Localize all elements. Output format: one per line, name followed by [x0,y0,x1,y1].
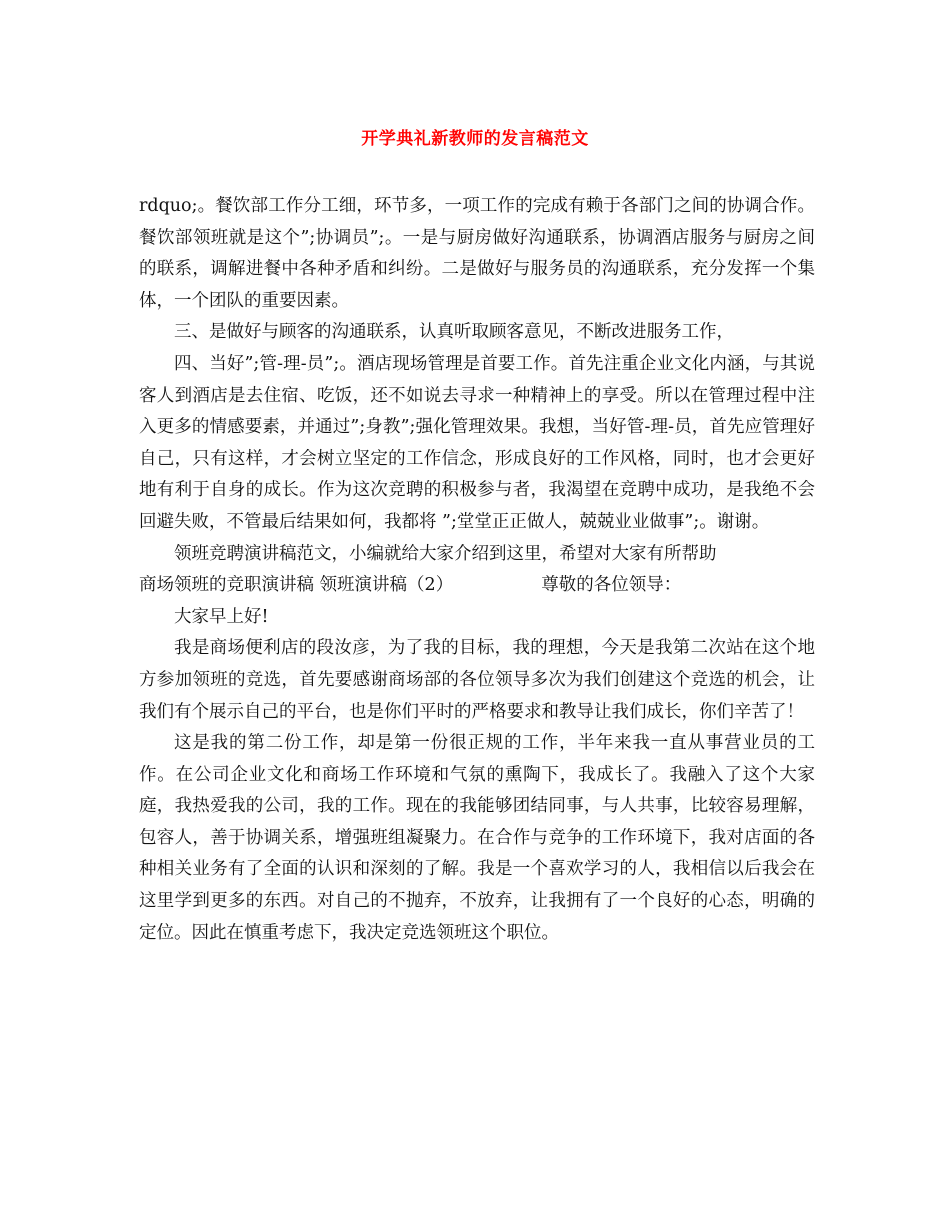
document-body [139,191,815,949]
paragraph: 四、当好”;管-理-员”;。酒店现场管理是首要工作。首先注重企业文化内涵，与其说客人到酒店是去住宿、吃饭，还不如说去寻求一种精神上的享受。所以在管理过程中注入更多的情感要素，并通过”;身教”;强化管理效果。我想，当好管-理-员，首先应管理好自己，只有这样，才会树立坚定的工作信念，形成良好的工作风格，同时，也才会更好地有利于自身的成长。作为这次竞聘的积极参与者，我渴望在竞聘中成功，是我绝不会回避失败，不管最后结果如何，我都将 ”;堂堂正正做人，兢兢业业做事”;。谢谢。 [139,353,815,532]
paragraph: rdquo;。餐饮部工作分工细，环节多，一项工作的完成有赖于各部门之间的协调合作。 餐饮部领班就是这个”;协调员”;。一是与厨房做好沟通联系，协调酒店服务与厨房之间的联系，调解进餐中各种矛盾和纠纷。二是做好与服务员的沟通联系，充分发挥一个集体，一个团队的重要因素。 [139,196,815,311]
paragraph: 大家早上好! [174,606,269,627]
section-heading-right: 尊敬的各位领导： [541,575,682,596]
paragraph: 这是我的第二份工作，却是第一份很正规的工作，半年来我一直从事营业员的工作。在公司企业文化和商场工作环境和气氛的熏陶下，我成长了。我融入了这个大家庭，我热爱我的公司，我的工作。现在的我能够团结同事，与人共事，比较容易理解，包容人，善于协调关系，增强班组凝聚力。在合作与竞争的工作环境下，我对店面的各种相关业务有了全面的认识和深刻的了解。我是一个喜欢学习的人，我相信以后我会在这里学到更多的东西。对自己的不抛弃，不放弃，让我拥有了一个良好的心态，明确的定位。因此在慎重考虑下，我决定竞选领班这个职位。 [139,733,815,943]
paragraph: 三、是做好与顾客的沟通联系，认真听取顾客意见，不断改进服务工作， [174,322,734,343]
section-heading [139,570,815,602]
document-title: 开学典礼新教师的发言稿范文 [361,129,589,149]
section-heading-left: 商场领班的竞职演讲稿 领班演讲稿（2） [139,575,454,596]
paragraph: 我是商场便利店的段汝彦，为了我的目标，我的理想，今天是我第二次站在这个地方参加领班的竞选，首先要感谢商场部的各位领导多次为我们创建这个竞选的机会，让我们有个展示自己的平台，也是你们平时的严格要求和教导让我们成长，你们辛苦了！ [139,638,815,722]
paragraph: 领班竞聘演讲稿范文，小编就给大家介绍到这里，希望对大家有所帮助 [174,543,717,564]
